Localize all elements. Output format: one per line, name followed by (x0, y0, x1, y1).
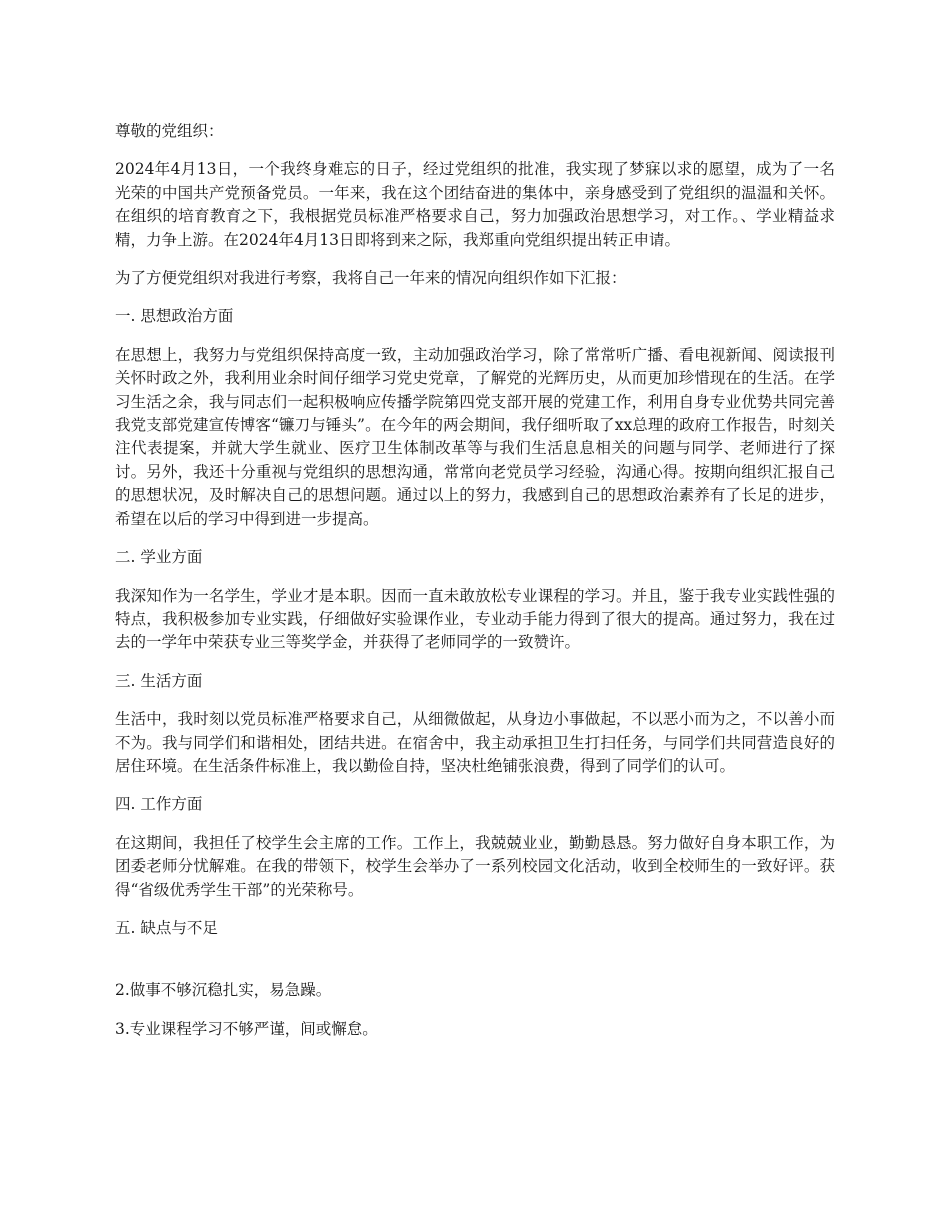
section-heading-shortcomings: 五. 缺点与不足 (115, 918, 218, 937)
section-heading-work: 四. 工作方面 (115, 795, 203, 814)
shortcoming-item: 3.专业课程学习不够严谨，间或懈怠。 (115, 1019, 378, 1038)
intro-paragraph: 2024年4月13日，一个我终身难忘的日子，经过党组织的批准，我实现了梦寐以求的愿望，成为了一名光荣的中国共产党预备党员。一年来，我在这个团结奋进的集体中，亲身感受到了党组织的温温和关怀。在组织的培育教育之下，我根据党员标准严格要求自己，努力加强政治思想学习，对工作。、学业精益求精，力争上游。在2024年4月13日即将到来之际，我郑重向党组织提出转正申请。 (115, 160, 835, 249)
section-body-work: 在这期间，我担任了校学生会主席的工作。工作上，我兢兢业业，勤勤恳恳。努力做好自身本职工作，为团委老师分忧解难。在我的带领下，校学生会举办了一系列校园文化活动，收到全校师生的一致好评。获得“省级优秀学生干部”的光荣称号。 (115, 833, 835, 899)
section-body-political: 在思想上，我努力与党组织保持高度一致，主动加强政治学习，除了常常听广播、看电视新闻、阅读报刊关怀时政之外，我利用业余时间仔细学习党史党章，了解党的光辉历史，从而更加珍惜现在的生活。在学习生活之余，我与同志们一起积极响应传播学院第四党支部开展的党建工作，利用自身专业优势共同完善我党支部党建宣传博客“镰刀与锤头”。在今年的两会期间，我仔细听取了xx总理的政府工作报告，时刻关注代表提案，并就大学生就业、医疗卫生体制改革等与我们生活息息相关的问题与同学、老师进行了探讨。另外，我还十分重视与党组织的思想沟通，常常向老党员学习经验，沟通心得。按期向组织汇报自己的思想状况，及时解决自己的思想问题。通过以上的努力，我感到自己的思想政治素养有了长足的进步，希望在以后的学习中得到进一步提高。 (115, 345, 835, 528)
blank-line (115, 955, 835, 979)
section-body-academic: 我深知作为一名学生，学业才是本职。因而一直未敢放松专业课程的学习。并且，鉴于我专业实践性强的特点，我积极参加专业实践，仔细做好实验课作业，专业动手能力得到了很大的提高。通过努力，我在过去的一学年中荣获专业三等奖学金，并获得了老师同学的一致赞许。 (115, 586, 835, 652)
section-heading-political: 一. 思想政治方面 (115, 307, 234, 326)
section-heading-academic: 二. 学业方面 (115, 548, 203, 567)
section-body-life: 生活中，我时刻以党员标准严格要求自己，从细微做起，从身边小事做起，不以恶小而为之，不以善小而不为。我与同学们和谐相处，团结共进。在宿舍中，我主动承担卫生打扫任务，与同学们共同营造良好的居住环境。在生活条件标准上，我以勤俭自持，坚决杜绝铺张浪费，得到了同学们的认可。 (115, 710, 835, 775)
section-heading-life: 三. 生活方面 (115, 671, 203, 690)
salutation: 尊敬的党组织： (115, 122, 224, 140)
document-page (115, 120, 835, 1056)
shortcoming-item: 2.做事不够沉稳扎实，易急躁。 (115, 981, 332, 1000)
report-lead-paragraph: 为了方便党组织对我进行考察，我将自己一年来的情况向组织作如下汇报： (115, 269, 627, 288)
